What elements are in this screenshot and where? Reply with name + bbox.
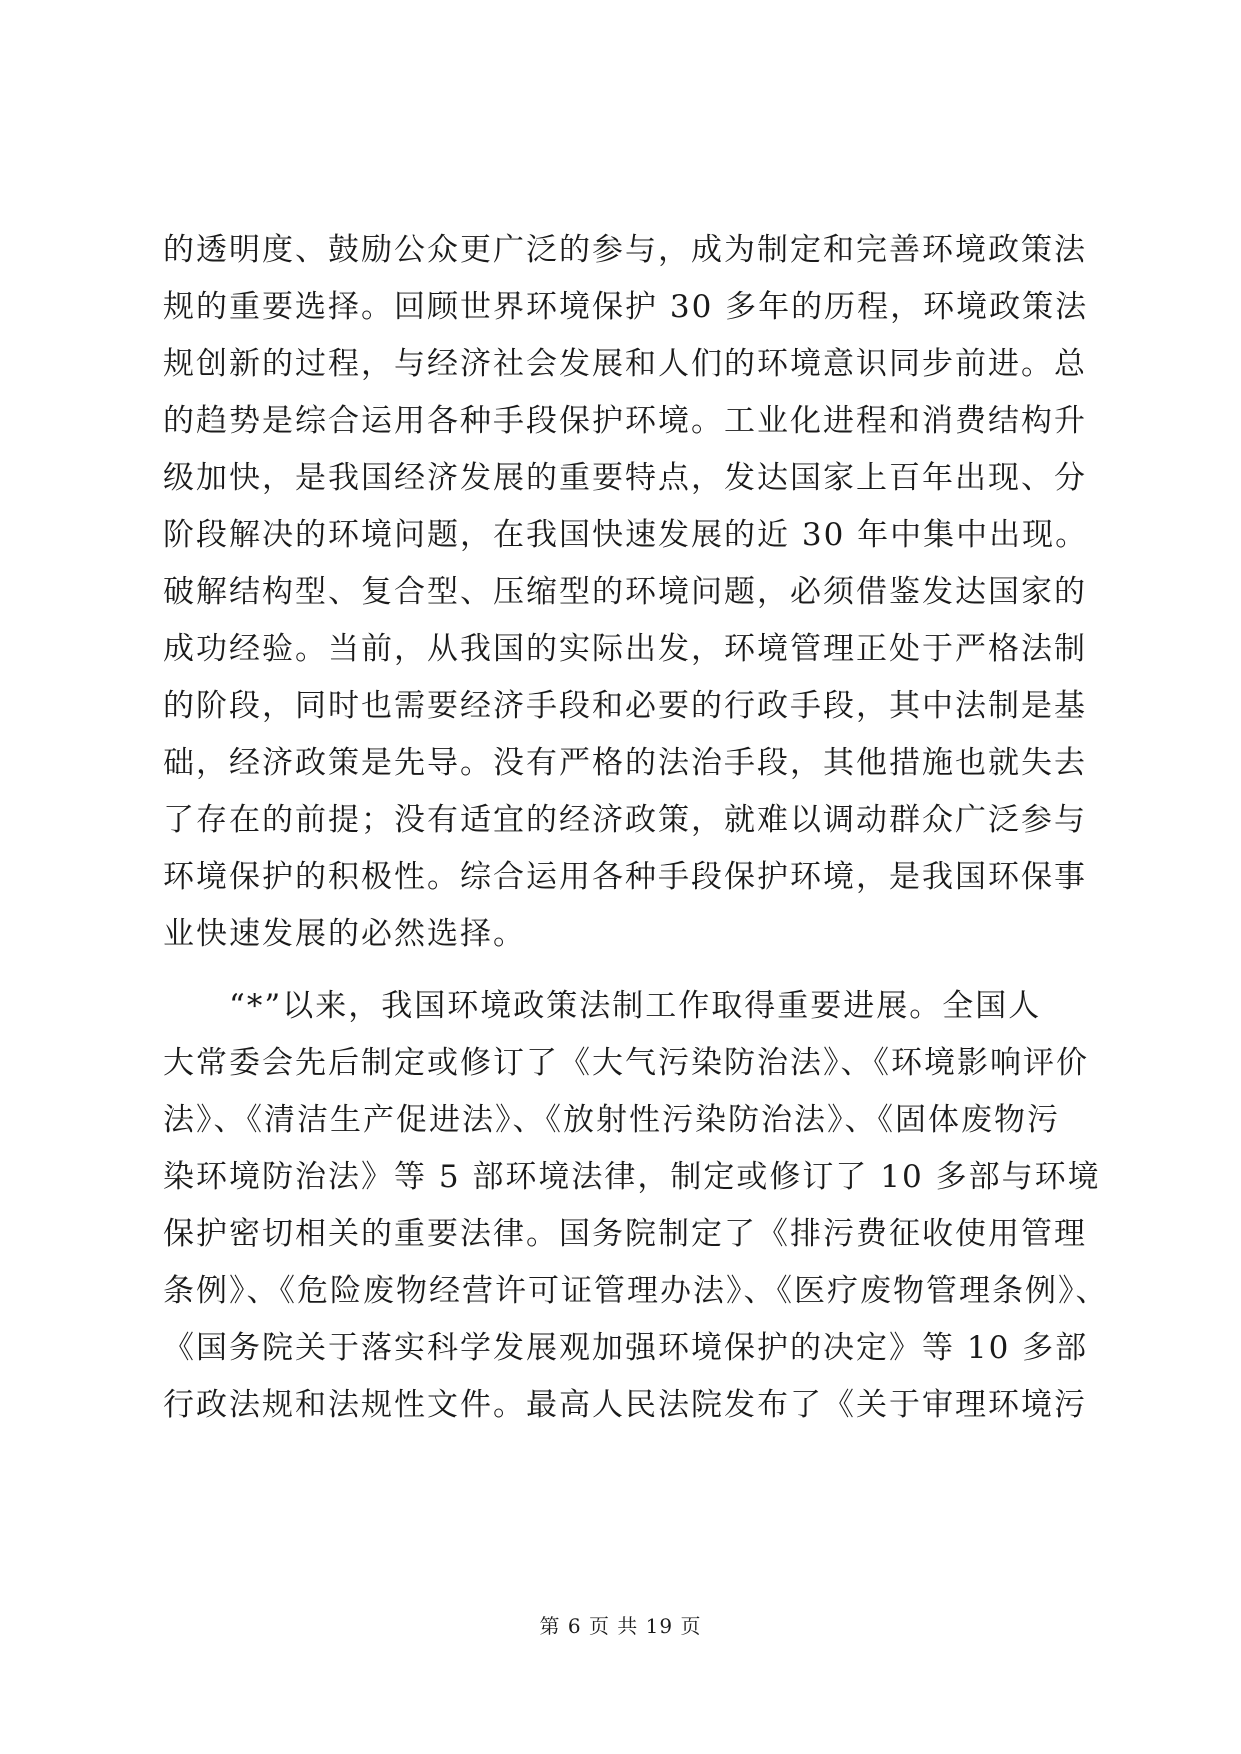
- text-line: 础，经济政策是先导。没有严格的法治手段，其他措施也就失去: [163, 745, 1087, 781]
- text-line: 了存在的前提；没有适宜的经济政策，就难以调动群众广泛参与: [163, 802, 1087, 838]
- text-line: 大常委会先后制定或修订了《大气污染防治法》、《环境影响评价: [163, 1045, 1089, 1081]
- text-line: 《国务院关于落实科学发展观加强环境保护的决定》等 10 多部: [163, 1330, 1089, 1366]
- page-number-footer: 第 6 页 共 19 页: [539, 1614, 702, 1638]
- text-line: 条例》、《危险废物经营许可证管理办法》、《医疗废物管理条例》、: [163, 1273, 1109, 1309]
- text-line: 业快速发展的必然选择。: [163, 916, 526, 952]
- text-line: 的阶段，同时也需要经济手段和必要的行政手段，其中法制是基: [163, 688, 1087, 724]
- text-line: 行政法规和法规性文件。最高人民法院发布了《关于审理环境污: [163, 1387, 1087, 1423]
- text-line: 保护密切相关的重要法律。国务院制定了《排污费征收使用管理: [163, 1216, 1087, 1252]
- text-line: 环境保护的积极性。综合运用各种手段保护环境，是我国环保事: [163, 859, 1087, 895]
- text-line: 的透明度、鼓励公众更广泛的参与，成为制定和完善环境政策法: [163, 232, 1087, 268]
- text-line: 染环境防治法》等 5 部环境法律，制定或修订了 10 多部与环境: [163, 1159, 1101, 1195]
- text-line: 规创新的过程，与经济社会发展和人们的环境意识同步前进。总: [163, 346, 1087, 382]
- text-line: “*”以来，我国环境政策法制工作取得重要进展。全国人: [163, 988, 1042, 1024]
- text-line: 破解结构型、复合型、压缩型的环境问题，必须借鉴发达国家的: [163, 574, 1087, 610]
- text-line: 阶段解决的环境问题，在我国快速发展的近 30 年中集中出现。: [163, 517, 1089, 553]
- text-line: 的趋势是综合运用各种手段保护环境。工业化进程和消费结构升: [163, 403, 1087, 439]
- text-line: 规的重要选择。回顾世界环境保护 30 多年的历程，环境政策法: [163, 289, 1089, 325]
- text-line: 法》、《清洁生产促进法》、《放射性污染防治法》、《固体废物污: [163, 1102, 1060, 1138]
- text-line: 成功经验。当前，从我国的实际出发，环境管理正处于严格法制: [163, 631, 1087, 667]
- text-line: 级加快，是我国经济发展的重要特点，发达国家上百年出现、分: [163, 460, 1087, 496]
